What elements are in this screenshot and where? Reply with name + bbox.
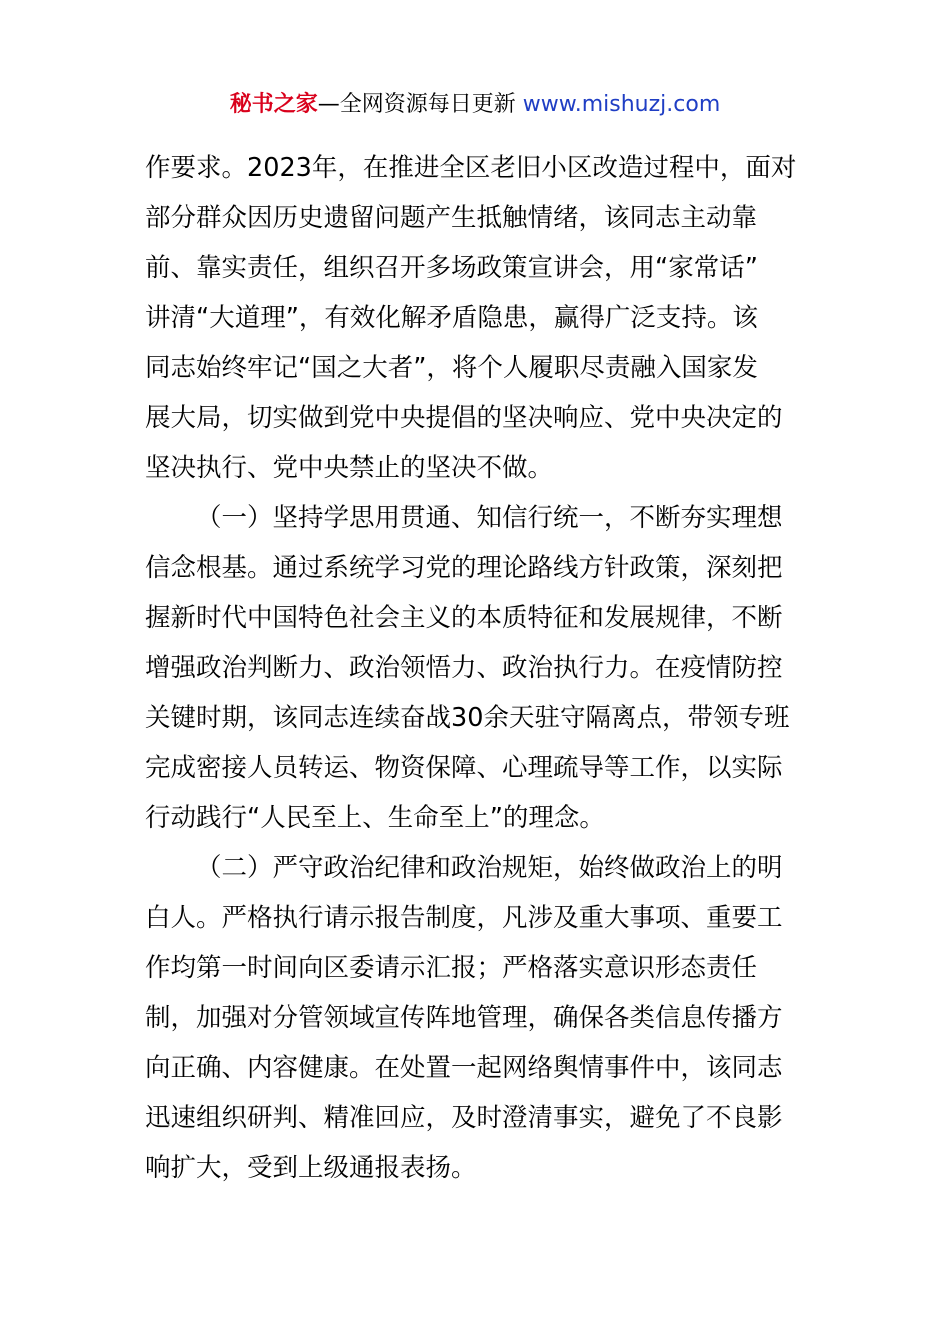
text-line: 完成密接人员转运、物资保障、心理疏导等工作，以实际: [145, 753, 783, 783]
text-line: 同志始终牢记“国之大者”，将个人履职尽责融入国家发: [145, 353, 758, 383]
text-line: 部分群众因历史遗留问题产生抵触情绪，该同志主动靠: [145, 203, 758, 233]
document-body: [145, 143, 809, 1193]
text-line: 坚决执行、党中央禁止的坚决不做。: [145, 453, 554, 483]
text-line: 行动践行“人民至上、生命至上”的理念。: [145, 803, 605, 833]
text-line: 讲清“大道理”，有效化解矛盾隐患，赢得广泛支持。该: [145, 303, 758, 333]
text-line-indented: （一）坚持学思用贯通、知信行统一，不断夯实理想: [196, 503, 783, 533]
text-line: 制，加强对分管领域宣传阵地管理，确保各类信息传播方: [145, 1003, 783, 1033]
header-tagline: —全网资源每日更新: [317, 92, 523, 117]
text-line: 响扩大，受到上级通报表扬。: [145, 1153, 477, 1183]
text-line: 作均第一时间向区委请示汇报；严格落实意识形态责任: [145, 953, 758, 983]
text-line: 白人。严格执行请示报告制度，凡涉及重大事项、重要工: [145, 903, 783, 933]
text-line: 关键时期，该同志连续奋战30余天驻守隔离点，带领专班: [145, 703, 790, 733]
page-header: [0, 88, 950, 122]
text-line: 增强政治判断力、政治领悟力、政治执行力。在疫情防控: [145, 653, 783, 683]
text-line: 迅速组织研判、精准回应，及时澄清事实，避免了不良影: [145, 1103, 783, 1133]
text-line: 握新时代中国特色社会主义的本质特征和发展规律，不断: [145, 603, 783, 633]
header-brand: 秘书之家: [229, 92, 318, 117]
text-line: 作要求。2023年，在推进全区老旧小区改造过程中，面对: [145, 153, 797, 183]
header-site-url[interactable]: www.mishuzj.com: [522, 92, 721, 117]
text-line: 信念根基。通过系统学习党的理论路线方针政策，深刻把: [145, 553, 783, 583]
text-line: 前、靠实责任，组织召开多场政策宣讲会，用“家常话”: [145, 253, 758, 283]
paragraph-continuation: [145, 143, 809, 493]
text-line-indented: （二）严守政治纪律和政治规矩，始终做政治上的明: [196, 853, 783, 883]
text-line: 向正确、内容健康。在处置一起网络舆情事件中，该同志: [145, 1053, 783, 1083]
paragraph-section-one: [145, 493, 809, 843]
text-line: 展大局，切实做到党中央提倡的坚决响应、党中央决定的: [145, 403, 783, 433]
paragraph-section-two: [145, 843, 809, 1193]
